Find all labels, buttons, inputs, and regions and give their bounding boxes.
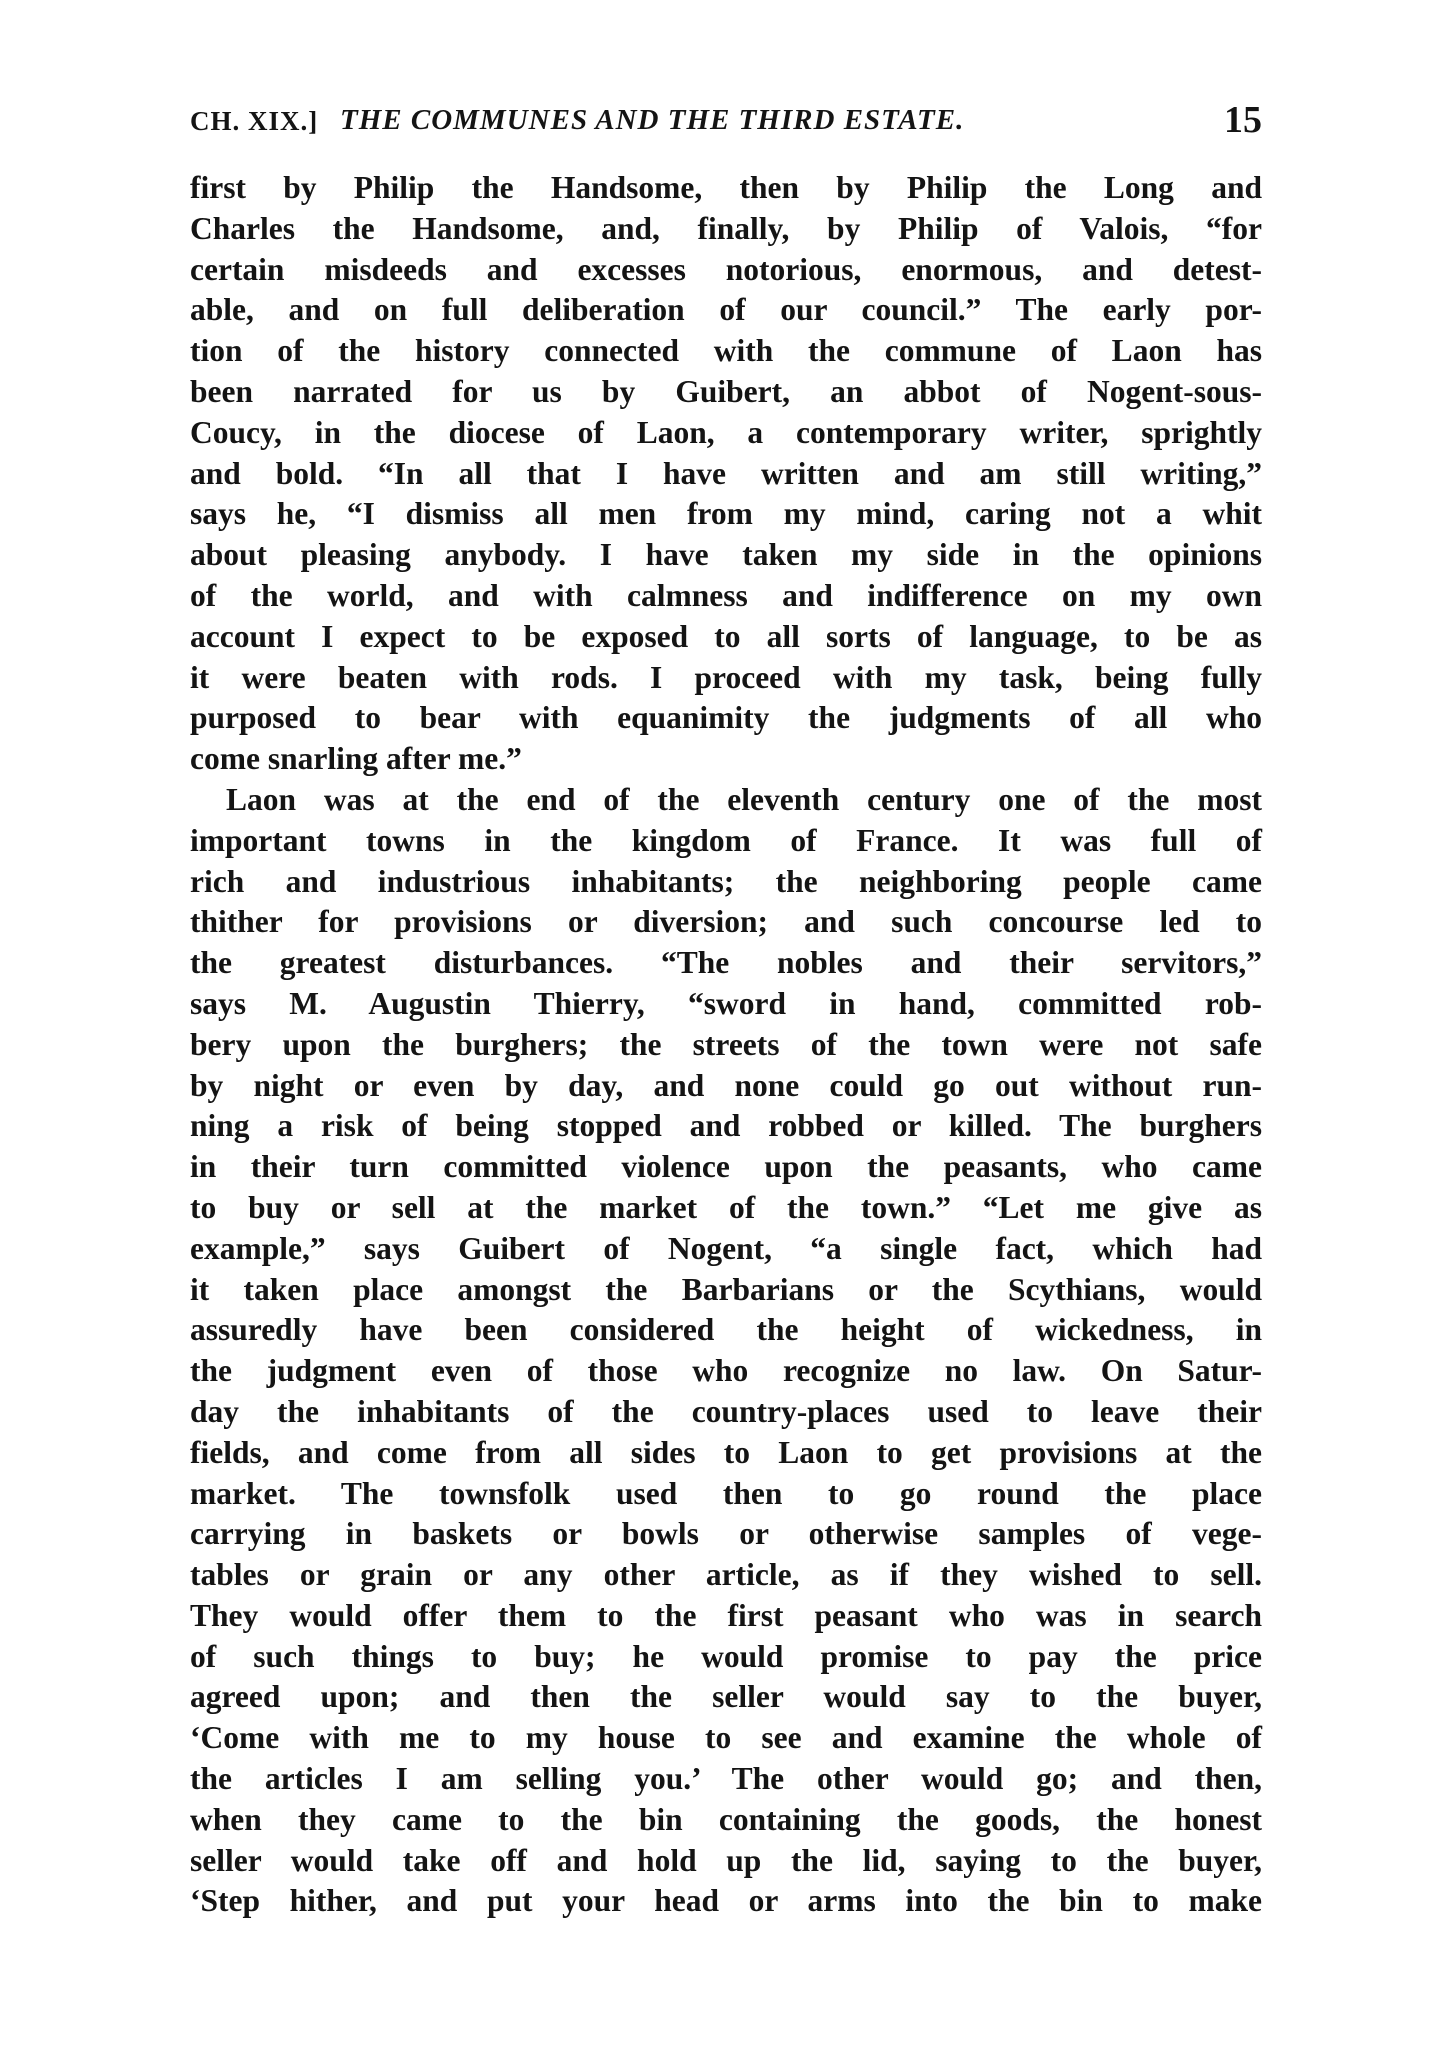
text-line: carrying in baskets or bowls or otherwise samples of vege- <box>190 1516 1262 1552</box>
text-line: assuredly have been considered the height of wickedness, in <box>190 1312 1262 1348</box>
text-line: in their turn committed violence upon the peasants, who came <box>190 1149 1262 1185</box>
text-line: thither for provisions or diversion; and such concourse led to <box>190 904 1262 940</box>
text-line: able, and on full deliberation of our council.” The early por- <box>190 292 1262 328</box>
text-line: Laon was at the end of the eleventh century one of the most <box>226 781 1262 817</box>
text-line: by night or even by day, and none could go out without run- <box>190 1067 1262 1103</box>
text-line: says M. Augustin Thierry, “sword in hand, committed rob- <box>190 985 1262 1021</box>
text-line: it were beaten with rods. I proceed with my task, being fully <box>190 659 1262 695</box>
text-line: market. The townsfolk used then to go round the place <box>190 1475 1262 1511</box>
text-line: seller would take off and hold up the lid, saying to the buyer, <box>190 1842 1262 1878</box>
text-line: it taken place amongst the Barbarians or the Scythians, would <box>190 1271 1262 1307</box>
text-line: They would offer them to the first peasant who was in search <box>190 1597 1262 1633</box>
text-line: the articles I am selling you.’ The other would go; and then, <box>190 1761 1262 1797</box>
running-head <box>190 98 1262 148</box>
chapter-reference: CH. XIX.] <box>190 106 319 136</box>
text-line: ning a risk of being stopped and robbed or killed. The burghers <box>190 1108 1262 1144</box>
text-line: about pleasing anybody. I have taken my side in the opinions <box>190 537 1262 573</box>
text-line: agreed upon; and then the seller would say to the buyer, <box>190 1679 1262 1715</box>
text-line: the judgment even of those who recognize no law. On Satur- <box>190 1353 1262 1389</box>
text-line: certain misdeeds and excesses notorious, enormous, and detest- <box>190 251 1262 287</box>
page-number: 15 <box>1224 99 1262 141</box>
text-line: the greatest disturbances. “The nobles and their servitors,” <box>190 945 1262 981</box>
text-line: tables or grain or any other article, as if they wished to sell. <box>190 1557 1262 1593</box>
text-line: fields, and come from all sides to Laon to get provisions at the <box>190 1434 1262 1470</box>
text-line: purposed to bear with equanimity the judgments of all who <box>190 700 1262 736</box>
text-line: tion of the history connected with the commune of Laon has <box>190 333 1262 369</box>
text-line: Charles the Handsome, and, finally, by Philip of Valois, “for <box>190 210 1262 246</box>
text-line: bery upon the burghers; the streets of the town were not safe <box>190 1026 1262 1062</box>
text-line: ‘Step hither, and put your head or arms into the bin to make <box>190 1883 1262 1919</box>
text-line: important towns in the kingdom of France. It was full of <box>190 822 1262 858</box>
text-line: first by Philip the Handsome, then by Philip the Long and <box>190 170 1262 205</box>
text-line: of the world, and with calmness and indifference on my own <box>190 577 1262 613</box>
text-line: to buy or sell at the market of the town.” “Let me give as <box>190 1189 1262 1225</box>
text-line: example,” says Guibert of Nogent, “a single fact, which had <box>190 1230 1262 1266</box>
text-line: says he, “I dismiss all men from my mind, caring not a whit <box>190 496 1262 532</box>
text-line: account I expect to be exposed to all sorts of language, to be as <box>190 618 1262 654</box>
text-line: come snarling after me.” <box>190 741 522 777</box>
text-line: ‘Come with me to my house to see and examine the whole of <box>190 1720 1262 1756</box>
running-title: THE COMMUNES AND THE THIRD ESTATE. <box>340 104 965 136</box>
text-line: Coucy, in the diocese of Laon, a contemporary writer, sprightly <box>190 414 1262 450</box>
text-line: when they came to the bin containing the goods, the honest <box>190 1801 1262 1837</box>
text-line: been narrated for us by Guibert, an abbot of Nogent-sous- <box>190 373 1262 409</box>
body-text <box>190 168 1262 1922</box>
text-line: of such things to buy; he would promise to pay the price <box>190 1638 1262 1674</box>
text-line: and bold. “In all that I have written and am still writing,” <box>190 455 1262 491</box>
text-line: day the inhabitants of the country-places used to leave their <box>190 1393 1262 1429</box>
text-line: rich and industrious inhabitants; the neighboring people came <box>190 863 1262 899</box>
